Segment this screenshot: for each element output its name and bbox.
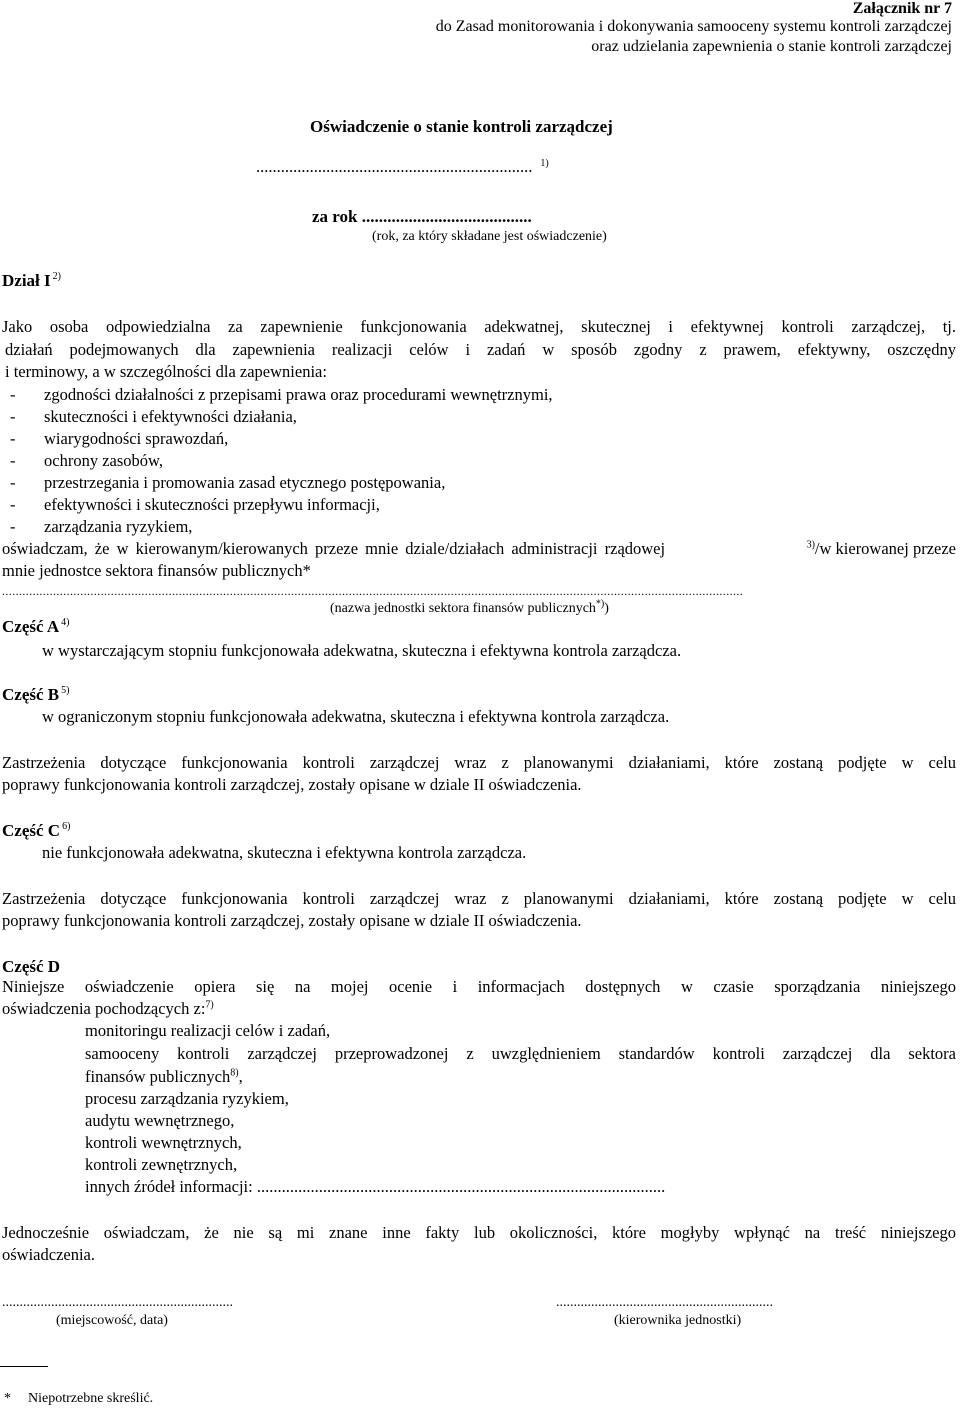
part-a-text: w wystarczającym stopniu funkcjonowała adekwatna, skuteczna i efektywna kontrola zarządcza. <box>42 641 682 660</box>
source-item-cont: finansów publicznych$^{8)}$, <box>85 1067 243 1086</box>
intro-line-3: i terminowy, a w szczególności dla zapewnienia: <box>5 362 327 381</box>
part-c-reservation-1: Zastrzeżenia dotyczące funkcjonowania kontroli zarządczej wraz z planowanymi działaniami, które zostaną podjęte w celu <box>2 889 956 908</box>
section-title <box>2 270 61 292</box>
place-date-dots: .................................................................. <box>2 1295 233 1310</box>
part-c-title: Część C $^{6)}$ <box>2 821 71 840</box>
declaration-text-b: $^{3)}$/w kierowanej przeze <box>806 539 956 558</box>
closing-line-2: oświadczenia. <box>2 1245 95 1264</box>
footnote-ref: 7) <box>205 999 214 1011</box>
footnote-ref: 8) <box>230 1067 239 1079</box>
year-line <box>312 206 532 228</box>
list-item: - przestrzegania i promowania zasad etycznego postępowania, <box>10 473 446 492</box>
signature-caption: (kierownika jednostki) <box>614 1313 742 1328</box>
list-item: - efektywności i skuteczności przepływu informacji, <box>10 495 380 514</box>
unit-name-caption: (nazwa jednostki sektora finansów publicznych*)) <box>330 598 609 616</box>
declaration-line-1 <box>2 538 956 560</box>
header-line-1: do Zasad monitorowania i dokonywania samooceny systemu kontroli zarządczej <box>435 18 952 35</box>
unit-name-dots: .......................................................................................................................................................................................................................... <box>2 584 744 598</box>
source-item: monitoringu realizacji celów i zadań, <box>85 1021 331 1040</box>
source-item: kontroli wewnętrznych, <box>85 1133 242 1152</box>
footnote-divider <box>0 1366 48 1367</box>
footnote-ref: *) <box>595 598 605 610</box>
footnote-ref: 6) <box>62 821 71 833</box>
source-item: audytu wewnętrznego, <box>85 1111 235 1130</box>
attachment-label: Załącznik nr 7 <box>852 0 952 17</box>
source-item: kontroli zewnętrznych, <box>85 1155 238 1174</box>
intro-line-2: działań podejmowanych dla zapewnienia realizacji celów i zadań w sposób zgodny z prawem, efektywny, oszczędny <box>5 340 956 359</box>
footnote-ref: 5) <box>61 685 70 697</box>
part-b-reservation-1: Zastrzeżenia dotyczące funkcjonowania kontroli zarządczej wraz z planowanymi działaniami, które zostaną podjęte w celu <box>2 753 956 772</box>
declaration-line-2: mnie jednostce sektora finansów publicznych* <box>2 561 311 580</box>
list-item: - wiarygodności sprawozdań, <box>10 429 229 448</box>
section-title-text: Dział I <box>2 271 51 290</box>
part-c-reservation-2: poprawy funkcjonowania kontroli zarządczej, zostały opisane w dziale II oświadczenia. <box>2 911 582 930</box>
part-d-line-2: oświadczenia pochodzących z:$^{7)}$ <box>2 999 214 1018</box>
source-item: innych źródeł informacji: ................................................................................................... <box>85 1177 666 1196</box>
part-a-title: Część A $^{4)}$ <box>2 617 70 636</box>
footnote-ref: 4) <box>61 617 70 629</box>
signature-dots: .............................................................. <box>556 1295 773 1310</box>
year-dots: ........................................ <box>361 207 532 226</box>
source-item: samooceny kontroli zarządczej przeprowadzonej z uwzględnieniem standardów kontroli zarządczej dla sektora <box>85 1044 956 1063</box>
place-date-caption: (miejscowość, data) <box>56 1313 168 1328</box>
source-item: procesu zarządzania ryzykiem, <box>85 1089 289 1108</box>
page-title: Oświadczenie o stanie kontroli zarządczej <box>310 117 613 136</box>
header-line-2: oraz udzielania zapewnienia o stanie kontroli zarządczej <box>591 38 952 55</box>
subject-dots: ................................................................... <box>256 157 533 176</box>
footnote-ref: 1) <box>540 157 549 169</box>
footnote-ref: 2) <box>52 271 61 283</box>
closing-line-1: Jednocześnie oświadczam, że nie są mi znane inne fakty lub okoliczności, które mogłyby wpłynąć na treść niniejszego <box>2 1223 956 1242</box>
list-item: - ochrony zasobów, <box>10 451 163 470</box>
part-b-title: Część B $^{5)}$ <box>2 685 70 704</box>
part-b-reservation-2: poprawy funkcjonowania kontroli zarządczej, zostały opisane w dziale II oświadczenia. <box>2 775 582 794</box>
subject-placeholder <box>256 156 549 178</box>
part-d-line-1: Niniejsze oświadczenie opiera się na mojej ocenie i informacjach dostępnych w czasie sporządzania niniejszego <box>2 977 956 996</box>
footnote: * Niepotrzebne skreślić. <box>4 1391 154 1406</box>
declaration-text-a: oświadczam, że w kierowanym/kierowanych przeze mnie dziale/działach administracji rządowej <box>2 539 666 558</box>
intro-line-1: Jako osoba odpowiedzialna za zapewnienie funkcjonowania adekwatnej, skutecznej i efektywnej kontroli zarządczej, tj. <box>2 317 956 336</box>
part-c-text: nie funkcjonowała adekwatna, skuteczna i efektywna kontrola zarządcza. <box>42 843 527 862</box>
part-b-text: w ograniczonym stopniu funkcjonowała adekwatna, skuteczna i efektywna kontrola zarządcza. <box>42 707 670 726</box>
footnote-ref: 3) <box>806 539 815 551</box>
list-item: - zgodności działalności z przepisami prawa oraz procedurami wewnętrznymi, <box>10 385 553 404</box>
year-label: za rok <box>312 207 362 226</box>
list-item: - skuteczności i efektywności działania, <box>10 407 297 426</box>
part-d-title: Część D <box>2 957 61 976</box>
year-caption: (rok, za który składane jest oświadczenie) <box>372 229 607 244</box>
list-item: - zarządzania ryzykiem, <box>10 517 193 536</box>
